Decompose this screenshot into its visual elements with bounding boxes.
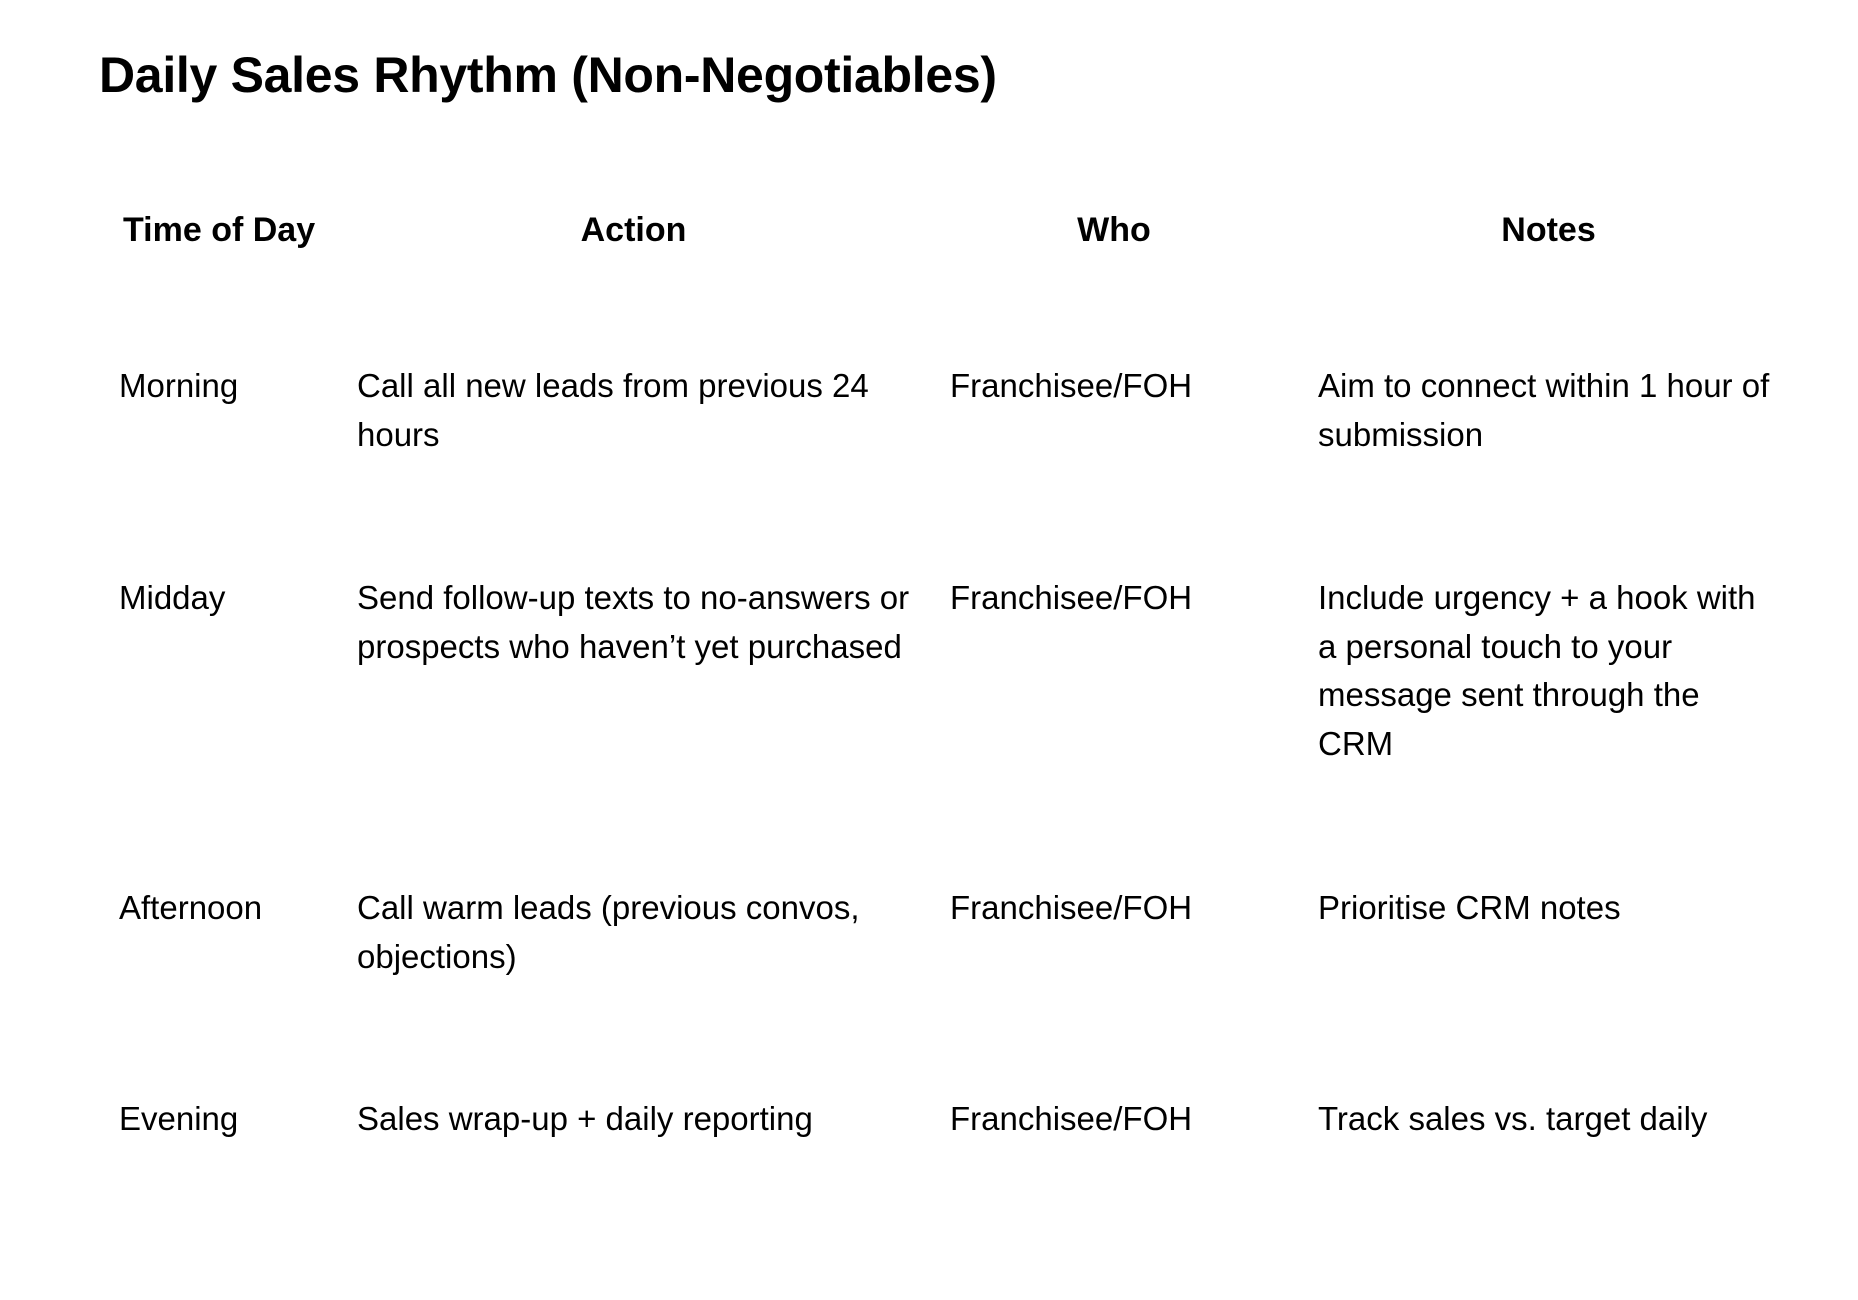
cell-action: Call all new leads from previous 24 hours: [357, 367, 869, 453]
cell-time: Midday: [119, 579, 226, 616]
cell-who: Franchisee/FOH: [950, 367, 1193, 404]
table-row: [99, 884, 1799, 1095]
cell-time: Afternoon: [119, 889, 263, 926]
table-header: [99, 195, 1799, 265]
header-row: [99, 195, 1799, 265]
cell-notes: Track sales vs. target daily: [1318, 1100, 1708, 1137]
cell-who: Franchisee/FOH: [950, 1100, 1193, 1137]
cell-action: Sales wrap-up + daily reporting: [357, 1100, 813, 1137]
cell-notes: Include urgency + a hook with a personal touch to your message sent through the CRM: [1318, 579, 1756, 762]
table-row: [99, 362, 1799, 574]
header-spacer: [99, 265, 1799, 362]
cell-action: Call warm leads (previous convos, objections): [357, 889, 860, 975]
cell-notes: Aim to connect within 1 hour of submission: [1318, 367, 1770, 453]
column-header-who: Who: [1077, 211, 1151, 249]
daily-sales-rhythm-table: [99, 195, 1799, 1215]
column-header-notes: Notes: [1501, 211, 1596, 249]
cell-time: Morning: [119, 367, 239, 404]
cell-who: Franchisee/FOH: [950, 579, 1193, 616]
cell-who: Franchisee/FOH: [950, 889, 1193, 926]
cell-notes: Prioritise CRM notes: [1318, 889, 1621, 926]
column-header-time: Time of Day: [123, 211, 316, 249]
cell-action: Send follow-up texts to no-answers or prospects who haven’t yet purchased: [357, 579, 910, 665]
column-header-action: Action: [580, 211, 687, 249]
table-row: [99, 574, 1799, 884]
table-row: [99, 1095, 1799, 1215]
page-title: Daily Sales Rhythm (Non-Negotiables): [99, 47, 997, 103]
cell-time: Evening: [119, 1100, 239, 1137]
table-body: [99, 265, 1799, 1215]
